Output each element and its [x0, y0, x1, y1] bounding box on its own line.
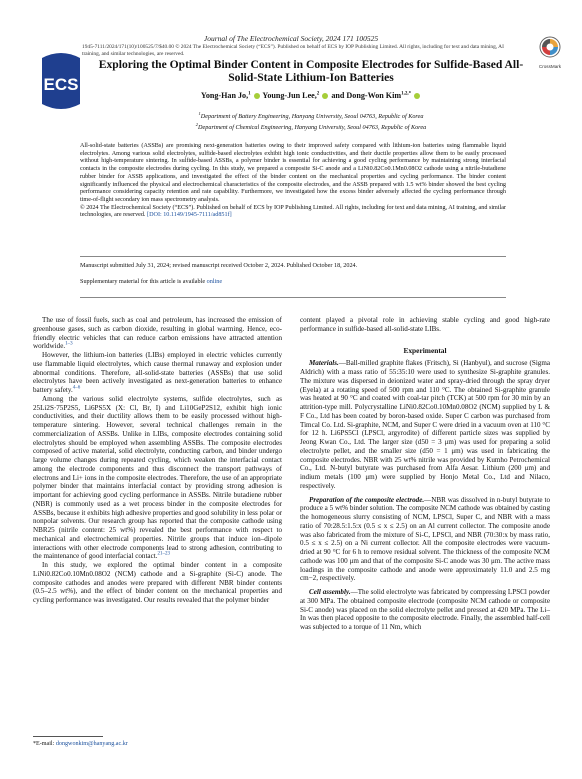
manuscript-dates: Manuscript submitted July 31, 2024; revised manuscript received October 2, 2024. Published October 18, 2024.	[80, 262, 358, 269]
doi-link[interactable]: [DOI: 10.1149/1945-7111/ad851f]	[147, 212, 232, 219]
affiliation: $^2$Department of Chemical Engineering, Hanyang University, Seoul 04763, Republic of Korea	[195, 122, 427, 132]
citation-ref[interactable]: 4–6	[72, 385, 81, 391]
supplementary-link[interactable]: online	[206, 278, 223, 285]
paragraph: In this study, we explored the optimal binder content in a composite LiNi0.82Co0.10Mn0.08O2 (NCM) cathode and a Si-graphite (Si-C) anode. The composite cathodes and anodes were prepared with different NBR binder contents (0.5–2.5 wt%), and the effect of binder content on the mechanical properties and cycling performance was investigated. Our results revealed that the polymer binder	[33, 561, 282, 604]
supplementary-note: Supplementary material for this article is available online	[80, 278, 223, 285]
issn-copyright-line: 1945-7111/2024/171(10)/100525/7/$40.00 © 2024 The Electrochemical Society (“ECS”). Published on behalf of ECS by IOP Publishing Limited. All rights, including for text and data mining, AI training, and similar technologies, are reserved.	[82, 44, 504, 57]
author-name: and Dong-Won Kim	[331, 91, 402, 100]
orcid-icon[interactable]	[414, 93, 420, 99]
ecs-logo	[38, 50, 84, 112]
crossmark-icon	[539, 36, 561, 58]
abstract-text: All-solid-state batteries (ASSBs) are promising next-generation batteries owing to their improved safety compared with lithium-ion batteries using flammable liquid electrolytes. Among various solid electrolytes, sulfide-based electrolytes exhibit high ionic conductivities, and their ductile properties allow them to be easily processed without high-temperature sintering. In sulfide-based ASSBs, a polymer binder is essential for achieving a good cycling performance by maintaining strong interfacial contacts in the composite electrodes during cycling. In this study, we prepared a composite Si-C anode and a LiNi0.82Co0.1Mn0.08O2 cathode using a nitrile-butadiene rubber binder for ASSB applications, and investigated the effect of the binder content on the mechanical properties and cycling performance. The binder content significantly influenced the physical and electrochemical characteristics of the composite electrodes, and the ASSB prepared with 1.5 wt% binder showed the best cycling performance considering capacity retention and rate capability. Furthermore, we investigated how the excess binder adversely affected the cycling performance through time-of-flight secondary ion mass spectrometry analysis.	[80, 143, 506, 203]
author-name: Young-Jun Lee,	[262, 91, 317, 100]
divider	[80, 256, 506, 257]
crossmark-badge[interactable]	[537, 36, 563, 69]
orcid-icon[interactable]	[254, 93, 260, 99]
body-column-right	[300, 316, 550, 637]
paragraph: Materials.—Ball-milled graphite flakes (Fritsch), Si (Hanbyul), and sucrose (Sigma Aldrich) with a mass ratio of 55:35:10 were used to synthesize Si-graphite granules. The mixture was dispersed in deionized water and spray-dried through the spray dryer (Eyela) at a rotating speed of 500 rpm and 110 °C. The obtained Si-graphite granule was heated at 90 °C and coated with coal-tar pitch (TCK) at 500 rpm for 30 min by an attrition-type mill. Polycrystalline LiNi0.82Co0.10Mn0.08O2 (NCM) supplied by L & F Co., Ltd has been coated by boron-based oxide. Super C carbon was purchased from Timcal Co. Ltd. Si-graphite, NCM, and Super C were dried in a vacuum oven at 110 °C for 12 h. Li6PS5Cl (LPSCl, argyrodite) of different particle sizes was supplied by Jeong Kwan Co., Ltd. The larger size (d50 = 3 μm) was used for preparing a solid electrolyte pellet, and the smaller size (d50 = 1 μm) was used in fabricating the composite electrodes. NBR with 25 wt% nitrile was provided by Kumho Petrochemical Co., Ltd. N-butyl butyrate was purchased from Alfa Aesar. Lithium (200 μm) and indium metals (100 μm) were supplied by Honjo Metal Co., Ltd and Nilaco, respectively.	[300, 359, 550, 490]
orcid-icon[interactable]	[322, 93, 328, 99]
author-name: Yong-Han Jo,	[200, 91, 249, 100]
citation-ref[interactable]: 1–3	[65, 341, 73, 347]
author-list	[96, 91, 526, 100]
affiliation: $^1$Department of Battery Engineering, Hanyang University, Seoul 04763, Republic of Korea	[198, 111, 424, 121]
footnote-divider	[33, 736, 103, 737]
divider	[80, 297, 506, 298]
logo-text: ECS	[43, 75, 79, 94]
citation-ref[interactable]: 21–23	[157, 551, 170, 557]
body-column-left	[33, 316, 282, 605]
paragraph: The use of fossil fuels, such as coal and petroleum, has increased the emission of greenhouse gases, such as carbon dioxide, resulting in global warming. Hence, eco-friendly electric vehicles that can reduce carbon emissions have attracted attention worldwide.$^{1-3}$	[33, 316, 282, 351]
section-heading: Experimental	[403, 345, 447, 355]
author-affil-sup: 2	[316, 91, 320, 97]
author-affil-sup: 1	[248, 91, 251, 97]
corresponding-email: *E-mail: dongwonkim@hanyang.ac.kr	[33, 741, 128, 747]
paragraph: Preparation of the composite electrode.—NBR was dissolved in n-butyl butyrate to produce a 5 wt% binder solution. The composite NCM cathode was obtained by casting the homogeneous slurry consisting of NCM, LPSCl, Super C, and NBR with a mass ratio of 70:28.5:1.5:x (0.5 ≤ x ≤ 2.5) on an Al current collector. The composite anode was also fabricated from the mixture of Si-C, LPSCl, and NBR (70:30:x by mass ratio, 0.5 ≤ x ≤ 2.5) on a Ni current collector. All the composite electrodes were vacuum-dried at 90 °C for 6 h to remove residual solvent. The thickness of the composite NCM cathode was 100 μm and that of the composite Si-C anode was 30 μm. The active mass loadings in the composite cathode and anode were approximately 11.0 and 2.5 mg cm−2, respectively.	[300, 495, 551, 583]
crossmark-label: CrossMark	[538, 64, 562, 69]
paragraph: However, the lithium-ion batteries (LIBs) employed in electric vehicles currently use flammable liquid electrolytes, which cause thermal runaway and explosion under abnormal conditions. Therefore, all-solid-state batteries (ASSBs) that use solid electrolytes have been actively investigated as next-generation batteries to enhance battery safety.$^{4-6}$	[33, 351, 282, 394]
paragraph: content played a pivotal role in achieving stable cycling and good high-rate performance in sulfide-based all-solid-state LIBs.	[300, 316, 550, 333]
affiliations	[96, 110, 526, 133]
article-title: Exploring the Optimal Binder Content in Composite Electrodes for Sulfide-Based All-Solid-State Lithium-Ion Batteries	[98, 58, 524, 84]
abstract-copyright: © 2024 The Electrochemical Society (“ECS”). Published on behalf of ECS by IOP Publishing Limited. All rights, including for text and data mining, AI training, and similar technologies, are reserved.	[80, 204, 506, 219]
journal-citation: Journal of The Electrochemical Society, 2024 171 100525	[203, 34, 379, 43]
paragraph: Cell assembly.—The solid electrolyte was fabricated by compressing LPSCl powder at 300 MPa. The obtained composite electrode (composite NCM cathode or composite Si-C anode) was placed on the solid electrolyte pellet and pressed at 420 MPa. The Li–In was then placed opposite to the composite electrode. Finally, the assembled half-cell was subjected to a torque of 11 Nm, which	[300, 588, 550, 631]
abstract	[80, 143, 506, 220]
email-link[interactable]: dongwonkim@hanyang.ac.kr	[55, 741, 128, 747]
paragraph: Among the various solid electrolyte systems, sulfide electrolytes, such as 25Li2S·75P2S5, Li6PS5X (X: Cl, Br, I) and Li10GeP2S12, exhibit high ionic conductivities, and their ductility allows them to be easily processed without high-temperature sintering. However, several technical challenges remain in the commercialization of ASSBs. Unlike in LIBs, composite electrodes containing solid electrolytes should be employed when assembling ASSBs. The composite electrodes composed of active material, solid electrolyte, conducting carbon, and binder undergo large volume changes during repeated cycling, which weaken the interfacial contact among the electrode components and thus disconnect the transport pathways of electrons and Li+ ions in the composite electrodes. Therefore, the use of an appropriate polymer binder that maintains interfacial contact by providing strong adhesion is important for achieving good cycling performance in ASSBs. Nitrile butadiene rubber (NBR) is commonly used as a wet process binder in the composite electrodes for ASSBs, because it exhibits high adhesive properties and good solubility in less polar or nonpolar solvents. Our research group has reported that the composite cathode using NBR25 (nitrile content: 25 wt%) revealed the best performance with respect to mechanical and electrochemical properties. Nitrile groups that induce ion–dipole interactions with other electrode components lead to strong adhesion, contributing to the maintenance of good interfacial contact.$^{21-23}$	[33, 394, 282, 561]
author-affil-sup: 1,2,*	[401, 91, 412, 97]
